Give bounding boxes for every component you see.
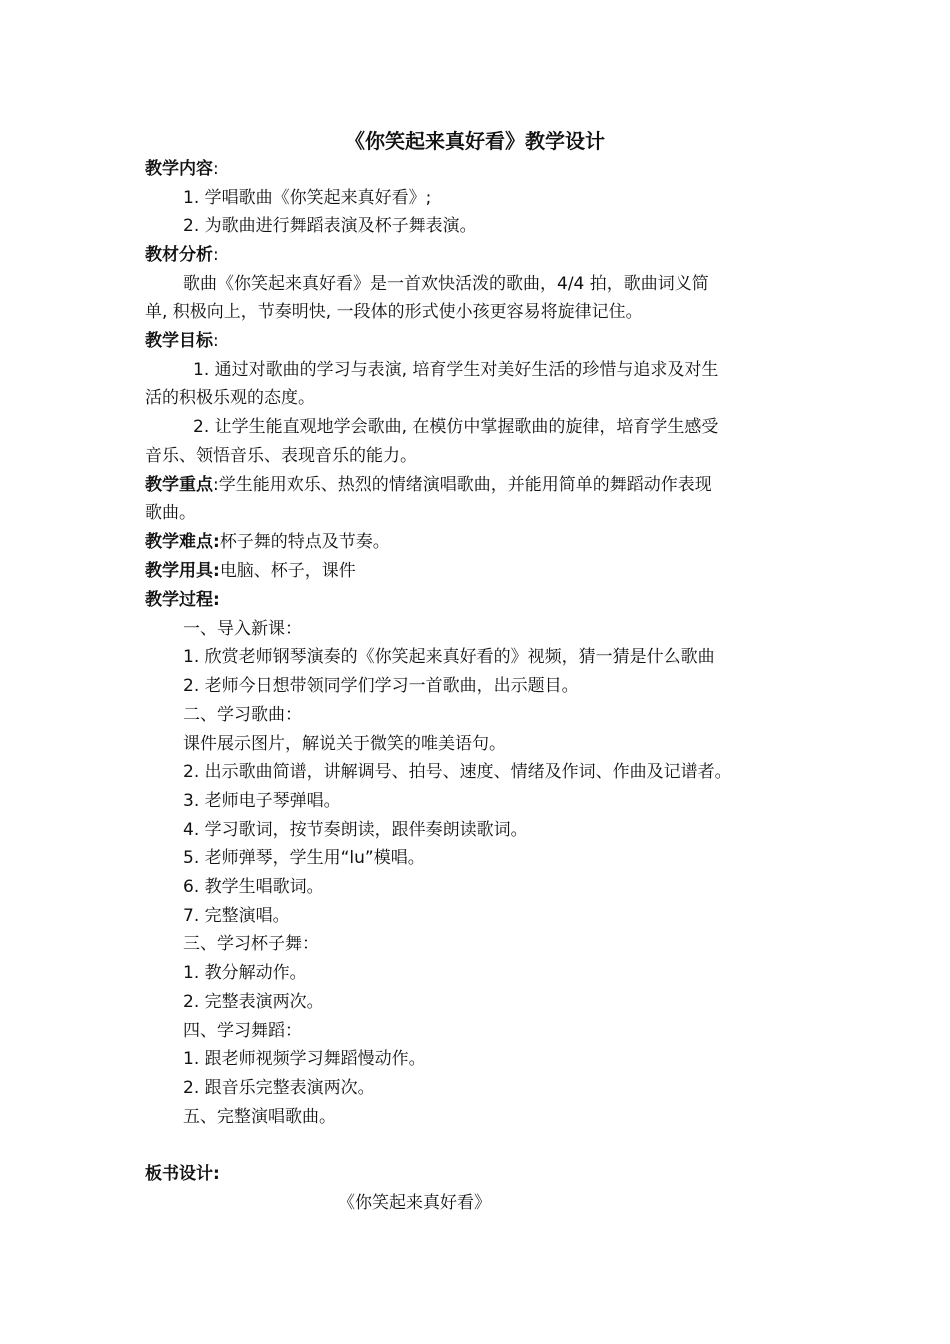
process-line-4: 二、学习歌曲：: [183, 705, 302, 725]
key-point: [145, 474, 712, 496]
process-line-2: 1. 欣赏老师钢琴演奏的《你笑起来真好看的》视频，猜一猜是什么歌曲: [183, 647, 715, 667]
process-line-16: 1. 跟老师视频学习舞蹈慢动作。: [183, 1049, 426, 1069]
process-line-13: 1. 教分解动作。: [183, 963, 307, 983]
process-line-8: 4. 学习歌词，按节奏朗读，跟伴奏朗读歌词。: [183, 820, 528, 840]
process-line-7: 3. 老师电子琴弹唱。: [183, 791, 341, 811]
process-line-9: 5. 老师弹琴，学生用“lu”模唱。: [183, 848, 425, 868]
process-line-11: 7. 完整演唱。: [183, 906, 290, 926]
tools-text: 电脑、杯子，课件: [219, 561, 356, 581]
goals-line-4: 音乐、领悟音乐、表现音乐的能力。: [145, 446, 417, 466]
goals-line-1: 1. 通过对歌曲的学习与表演, 培育学生对美好生活的珍惜与追求及对生: [193, 360, 719, 380]
board-label: 板书设计:: [145, 1164, 220, 1184]
difficulty-text: 杯子舞的特点及节奏。: [219, 532, 390, 552]
analysis-heading: [145, 244, 219, 266]
process-line-6: 2. 出示歌曲简谱，讲解调号、拍号、速度、情绪及作词、作曲及记谱者。: [183, 762, 732, 782]
process-line-10: 6. 教学生唱歌词。: [183, 877, 324, 897]
key-label: 教学重点: [145, 475, 213, 495]
key-text: :学生能用欢乐、热烈的情绪演唱歌曲，并能用简单的舞蹈动作表现: [213, 475, 712, 495]
content-colon: :: [213, 159, 219, 179]
process-line-18: 五、完整演唱歌曲。: [183, 1107, 336, 1127]
tools: [145, 560, 356, 582]
process-line-12: 三、学习杯子舞：: [183, 934, 319, 954]
content-item-1: 1. 学唱歌曲《你笑起来真好看》;: [183, 188, 432, 208]
content-heading: [145, 158, 219, 180]
goals-line-3: 2. 让学生能直观地学会歌曲, 在模仿中掌握歌曲的旋律，培育学生感受: [193, 417, 719, 437]
process-line-17: 2. 跟音乐完整表演两次。: [183, 1078, 375, 1098]
analysis-line-1: 歌曲《你笑起来真好看》是一首欢快活泼的歌曲，4/4 拍，歌曲词义简: [183, 274, 709, 294]
difficulty-label: 教学难点:: [145, 532, 220, 552]
content-label: 教学内容: [145, 159, 213, 179]
analysis-line-2: 单, 积极向上，节奏明快, 一段体的形式使小孩更容易将旋律记住。: [145, 302, 643, 322]
content-item-2: 2. 为歌曲进行舞蹈表演及杯子舞表演。: [183, 216, 477, 236]
process-line-15: 四、学习舞蹈：: [183, 1021, 302, 1041]
goals-colon: :: [213, 331, 219, 351]
board-title: 《你笑起来真好看》: [338, 1193, 491, 1213]
analysis-label: 教材分析: [145, 245, 213, 265]
process-line-3: 2. 老师今日想带领同学们学习一首歌曲，出示题目。: [183, 676, 579, 696]
tools-label: 教学用具:: [145, 561, 220, 581]
key-text-2: 歌曲。: [145, 503, 196, 523]
process-line-5: 课件展示图片，解说关于微笑的唯美语句。: [183, 734, 506, 754]
process-line-14: 2. 完整表演两次。: [183, 992, 324, 1012]
process-line-1: 一、导入新课：: [183, 619, 302, 639]
goals-heading: [145, 330, 219, 352]
goals-line-2: 活的积极乐观的态度。: [145, 388, 315, 408]
difficulty: [145, 531, 390, 553]
process-label: 教学过程:: [145, 590, 220, 610]
document-title: 《你笑起来真好看》教学设计: [345, 129, 605, 153]
analysis-colon: :: [213, 245, 219, 265]
goals-label: 教学目标: [145, 331, 213, 351]
